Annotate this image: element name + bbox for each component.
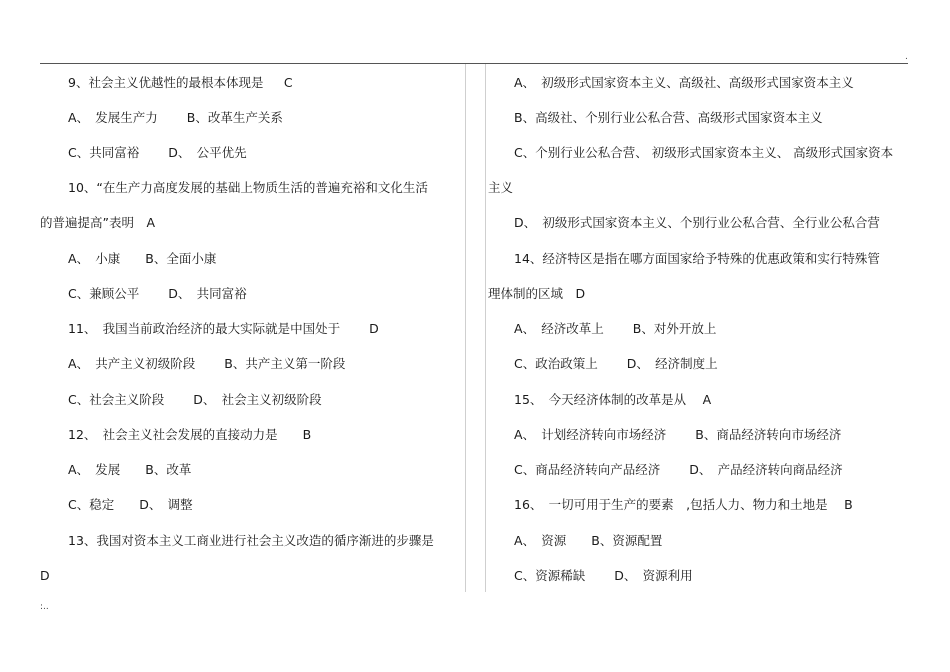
question-16-options-cd: C、资源稀缺 D、 资源利用 [514,568,693,583]
question-11-options-cd: C、社会主义阶段 D、 社会主义初级阶段 [68,392,322,407]
top-rule [40,63,908,64]
question-12-options-ab: A、 发展 B、改革 [68,462,192,477]
question-13-option-c-continued: 主义 [488,180,514,195]
question-13-option-d: D、 初级形式国家资本主义、个别行业公私合营、全行业公私合营 [514,215,880,230]
question-14: 14、经济特区是指在哪方面国家给予特殊的优惠政策和实行特殊管 [514,251,880,266]
question-9-options-ab: A、 发展生产力 B、改革生产关系 [68,110,283,125]
corner-mark-bottom: :.. [40,602,49,612]
question-9-options-cd: C、共同富裕 D、 公平优先 [68,145,247,160]
question-10-options-cd: C、兼顾公平 D、 共同富裕 [68,286,247,301]
question-14-options-cd: C、政治政策上 D、 经济制度上 [514,356,718,371]
question-11: 11、 我国当前政治经济的最大实际就是中国处于 D [68,321,379,336]
question-13: 13、我国对资本主义工商业进行社会主义改造的循序渐进的步骤是 [68,533,434,548]
question-10: 10、“在生产力高度发展的基础上物质生活的普遍充裕和文化生活 [68,180,428,195]
question-15-options-cd: C、商品经济转向产品经济 D、 产品经济转向商品经济 [514,462,843,477]
question-14-options-ab: A、 经济改革上 B、对外开放上 [514,321,717,336]
question-11-options-ab: A、 共产主义初级阶段 B、共产主义第一阶段 [68,356,346,371]
question-16: 16、 一切可用于生产的要素 ,包括人力、物力和土地是 B [514,497,853,512]
question-10-continued: 的普遍提高”表明 A [40,215,156,230]
corner-mark-top: . [905,52,908,62]
column-divider-left [465,64,466,592]
column-divider-right [485,64,486,592]
question-10-options-ab: A、 小康 B、全面小康 [68,251,217,266]
question-9: 9、社会主义优越性的最根本体现是 C [68,75,293,90]
question-13-option-a: A、 初级形式国家资本主义、高级社、高级形式国家资本主义 [514,75,854,90]
question-13-option-c: C、个别行业公私合营、 初级形式国家资本主义、 高级形式国家资本 [514,145,894,160]
question-12-options-cd: C、稳定 D、 调整 [68,497,193,512]
question-15: 15、 今天经济体制的改革是从 A [514,392,712,407]
question-15-options-ab: A、 计划经济转向市场经济 B、商品经济转向市场经济 [514,427,842,442]
question-14-continued: 理体制的区域 D [488,286,586,301]
question-13-answer: D [40,568,50,583]
question-12: 12、 社会主义社会发展的直接动力是 B [68,427,312,442]
question-13-option-b: B、高级社、个别行业公私合营、高级形式国家资本主义 [514,110,823,125]
question-16-options-ab: A、 资源 B、资源配置 [514,533,663,548]
